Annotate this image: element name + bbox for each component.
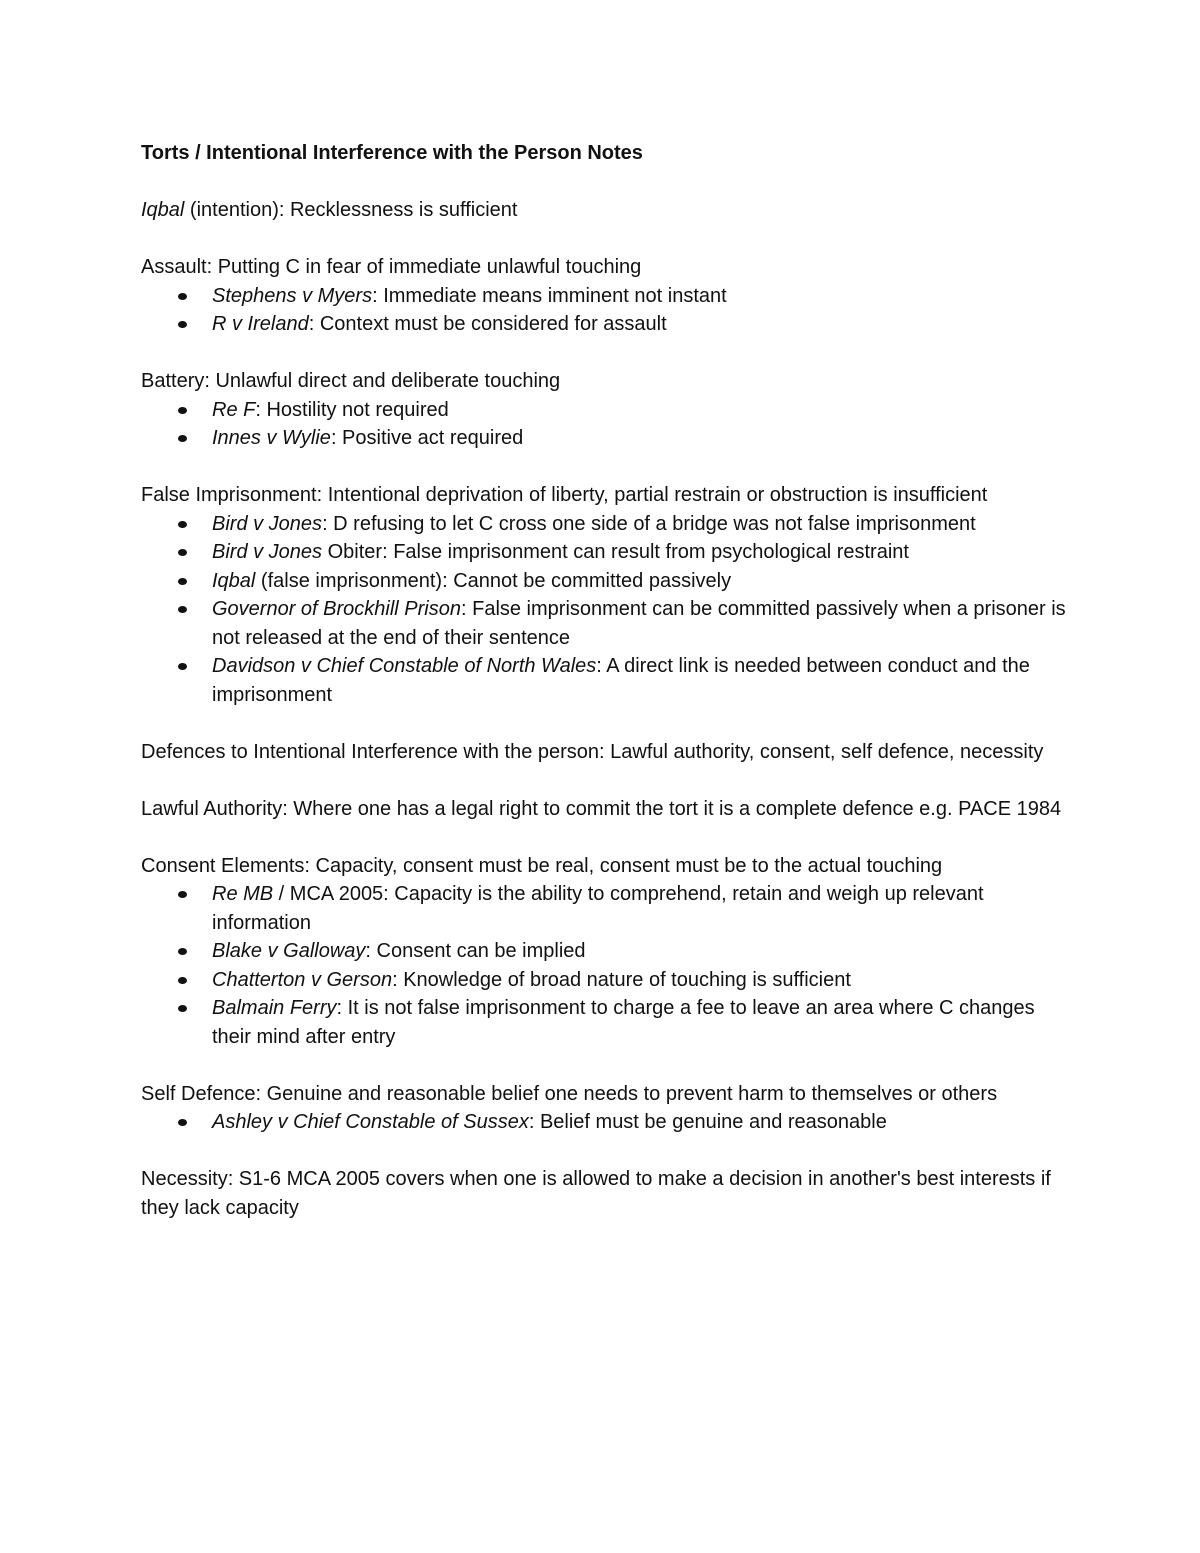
case-list xyxy=(141,396,1071,453)
case-name: Re F xyxy=(212,398,256,421)
case-name: Re MB xyxy=(212,883,274,905)
list-item xyxy=(141,994,1071,1051)
case-text: : Belief must be genuine and reasonable xyxy=(528,1111,887,1133)
list-item xyxy=(141,880,1071,937)
bullet-icon xyxy=(178,891,187,898)
consent-section xyxy=(141,852,1071,1052)
bullet-icon xyxy=(178,948,187,955)
defences-section xyxy=(141,738,1071,767)
list-item xyxy=(141,937,1071,966)
case-text: : It is not false imprisonment to charge a fee to leave an area where C changes their mind after entry xyxy=(212,997,1035,1048)
case-text: : Immediate means imminent not instant xyxy=(372,284,727,307)
section-heading: Self Defence: Genuine and reasonable belief one needs to prevent harm to themselves or others xyxy=(141,1082,998,1105)
case-name: R v Ireland xyxy=(212,313,309,335)
bullet-icon xyxy=(178,606,187,613)
case-text: (false imprisonment): Cannot be committed passively xyxy=(255,569,732,592)
bullet-icon xyxy=(178,293,187,300)
case-list xyxy=(141,1108,1071,1137)
case-list xyxy=(141,880,1071,1051)
document-title: Torts / Intentional Interference with the Person Notes xyxy=(141,142,643,164)
list-item xyxy=(141,396,1071,425)
case-text: Obiter: False imprisonment can result from psychological restraint xyxy=(322,541,909,563)
case-text: : A direct link is needed between conduct and the imprisonment xyxy=(212,655,1030,706)
case-name: Blake v Galloway xyxy=(212,940,366,962)
section-heading: False Imprisonment: Intentional deprivation of liberty, partial restrain or obstruction is insufficient xyxy=(141,484,988,506)
bullet-icon xyxy=(178,977,187,984)
list-item xyxy=(141,595,1071,652)
case-text: : D refusing to let C cross one side of a bridge was not false imprisonment xyxy=(322,512,976,535)
list-item xyxy=(141,510,1071,539)
bullet-icon xyxy=(178,521,187,528)
lawful-authority-section xyxy=(141,795,1071,824)
necessity-section xyxy=(141,1165,1071,1222)
list-item xyxy=(141,310,1071,339)
section-heading: Assault: Putting C in fear of immediate unlawful touching xyxy=(141,256,642,278)
section-heading: Battery: Unlawful direct and deliberate touching xyxy=(141,370,561,392)
list-item xyxy=(141,567,1071,596)
list-item xyxy=(141,1108,1071,1137)
intro-line xyxy=(141,196,1071,225)
case-name: Governor of Brockhill Prison xyxy=(212,598,461,620)
case-name: Iqbal xyxy=(212,569,256,592)
case-name: Davidson v Chief Constable of North Wales xyxy=(212,655,597,677)
bullet-icon xyxy=(178,1005,187,1012)
battery-section xyxy=(141,367,1071,453)
section-heading: Lawful Authority: Where one has a legal right to commit the tort it is a complete defence e.g. PACE 1984 xyxy=(141,797,1062,820)
case-name: Ashley v Chief Constable of Sussex xyxy=(212,1111,529,1133)
self-defence-section xyxy=(141,1080,1071,1137)
section-heading: Consent Elements: Capacity, consent must be real, consent must be to the actual touching xyxy=(141,854,943,877)
case-list xyxy=(141,282,1071,339)
false-imprisonment-section xyxy=(141,481,1071,709)
case-name: Balmain Ferry xyxy=(212,997,337,1019)
bullet-icon xyxy=(178,435,187,442)
case-text: : Consent can be implied xyxy=(365,940,586,962)
bullet-icon xyxy=(178,578,187,585)
case-text: (intention): Recklessness is sufficient xyxy=(184,199,518,221)
case-list xyxy=(141,510,1071,710)
intro-section xyxy=(141,196,1071,225)
list-item xyxy=(141,282,1071,311)
case-text: : Context must be considered for assault xyxy=(308,313,667,335)
case-name: Bird v Jones xyxy=(212,512,323,535)
list-item xyxy=(141,538,1071,567)
case-name: Chatterton v Gerson xyxy=(212,968,393,991)
document-page xyxy=(141,139,1071,1251)
case-text: : Knowledge of broad nature of touching is sufficient xyxy=(392,968,851,991)
case-text: : Positive act required xyxy=(330,427,524,449)
case-name: Iqbal xyxy=(141,199,185,221)
section-heading: Necessity: S1-6 MCA 2005 covers when one is allowed to make a decision in another's best interests if they lack capacity xyxy=(141,1168,1051,1219)
bullet-icon xyxy=(178,549,187,556)
list-item xyxy=(141,424,1071,453)
bullet-icon xyxy=(178,407,187,414)
list-item xyxy=(141,652,1071,709)
bullet-icon xyxy=(178,1119,187,1126)
bullet-icon xyxy=(178,663,187,670)
assault-section xyxy=(141,253,1071,339)
case-name: Bird v Jones xyxy=(212,541,323,563)
section-heading: Defences to Intentional Interference with the person: Lawful authority, consent, self defence, necessity xyxy=(141,740,1044,763)
case-name: Stephens v Myers xyxy=(212,284,373,307)
case-text: : Hostility not required xyxy=(255,398,449,421)
case-name: Innes v Wylie xyxy=(212,427,331,449)
case-text: / MCA 2005: Capacity is the ability to comprehend, retain and weigh up relevant information xyxy=(212,883,984,934)
list-item xyxy=(141,966,1071,995)
bullet-icon xyxy=(178,321,187,328)
case-text: : False imprisonment can be committed passively when a prisoner is not released at the end of their sentence xyxy=(212,598,1066,649)
